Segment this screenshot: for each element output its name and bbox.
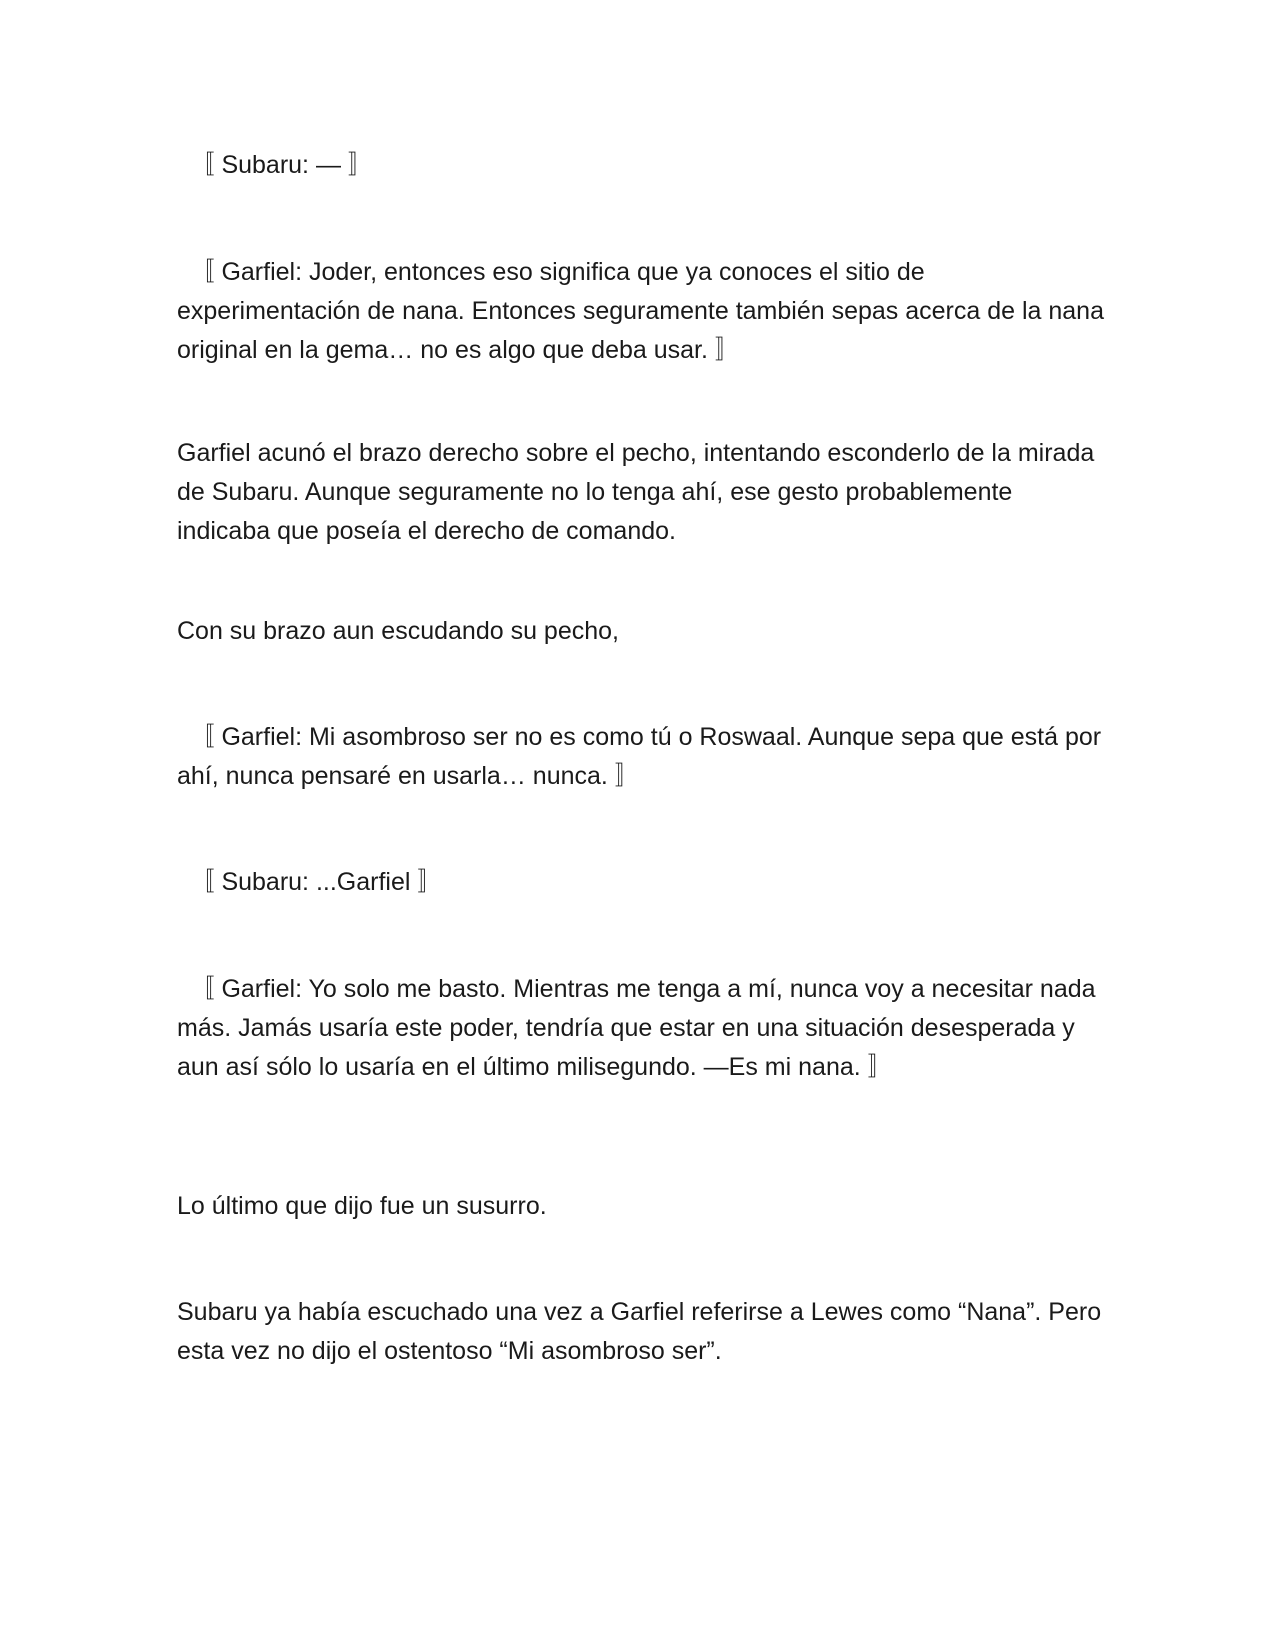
paragraph-subaru-dash: 〚 Subaru: — 〛 [177,151,373,179]
paragraph-lo-ultimo: Lo último que dijo fue un susurro. [177,1192,547,1220]
paragraph-subaru-garfiel: 〚 Subaru: ...Garfiel 〛 [177,868,443,896]
paragraph-garfiel-basto: 〚 Garfiel: Yo solo me basto. Mientras me tenga a mí, nunca voy a necesitar nada más. Jamás usaría este poder, tendría que estar en una situación desesperada y aun así sólo lo usaría en el último milisegundo. —Es mi nana. 〛 [177,975,1103,1081]
paragraph-garfiel-asombroso: 〚 Garfiel: Mi asombroso ser no es como tú o Roswaal. Aunque sepa que está por ahí, nunca pensaré en usarla… nunca. 〛 [177,723,1109,790]
paragraph-con-su-brazo: Con su brazo aun escudando su pecho, [177,617,619,645]
paragraph-garfiel-joder: 〚 Garfiel: Joder, entonces eso significa que ya conoces el sitio de experimentación de nana. Entonces seguramente también sepas acerca de la nana original en la gema… no es algo que deba usar. 〛 [177,258,1111,364]
paragraph-garfiel-acuno: Garfiel acunó el brazo derecho sobre el pecho, intentando esconderlo de la mirada de Subaru. Aunque seguramente no lo tenga ahí, ese gesto probablemente indicaba que poseía el derecho de comando. [177,439,1102,545]
paragraph-subaru-ya-habia: Subaru ya había escuchado una vez a Garfiel referirse a Lewes como “Nana”. Pero esta vez no dijo el ostentoso “Mi asombroso ser”. [177,1298,1109,1365]
